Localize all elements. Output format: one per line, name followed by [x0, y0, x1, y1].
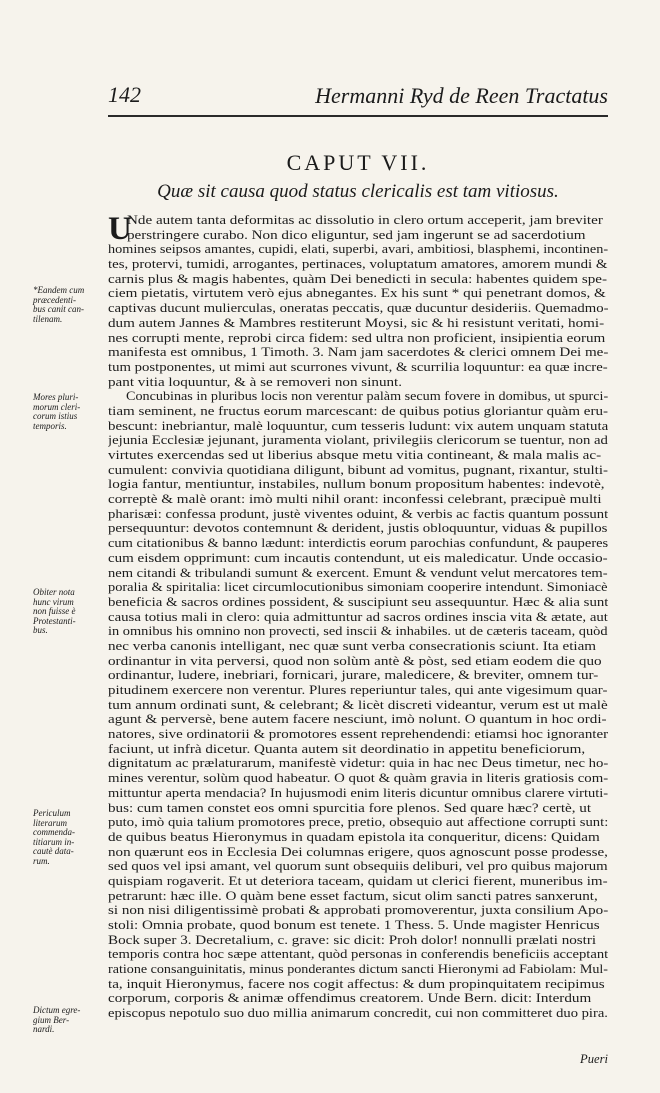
text-line-content: carnis plus & magis habentes, quàm Dei benedicti in secula: habentes quidem spe-: [108, 271, 607, 286]
text-line: [108, 903, 608, 918]
text-line: [108, 756, 608, 771]
text-line: [108, 683, 608, 698]
side-note-line: corum istius: [33, 411, 78, 421]
text-line: [108, 801, 608, 816]
text-line-content: ciem pietatis, virtutem verò ejus abnegantes. Ex his sunt * qui penetrant domos, &: [108, 286, 606, 301]
text-line: [108, 668, 608, 683]
text-line: [108, 933, 608, 948]
text-line-content: si non nisi diligentissimè probati & approbati promoverentur, juxta consilium Apo-: [108, 903, 608, 918]
text-line-content: correptè & malè orant: imò multi nihil orant: inconfessi celebrant, præcipuè multi: [108, 492, 602, 507]
text-line-content: quispiam rogaverit. Et ut deteriora taceam, quidam ut clerici fierent, muneribus im-: [108, 873, 608, 888]
side-note-eandem: [33, 286, 101, 324]
text-line-content: temporis contra hoc sæpe attentant, quòd personas in conferendis beneficiis acceptant: [108, 947, 608, 962]
text-line: [108, 477, 608, 492]
text-line-content: Bock super 3. Decretalium, c. grave: sic dicit: Proh dolor! nonnulli prælati nostri: [108, 932, 597, 947]
side-note-line: morum cleri-: [33, 401, 81, 412]
text-line-content: corporum, corporis & animæ offendimus creatorem. Unde Bern. dicit: Interdum: [108, 991, 592, 1006]
side-note-line: tilenam.: [33, 313, 63, 324]
text-line-content: ta, inquit Hieronymus, facere nos cogit affectus: & dum propinquitatem recipimus: [108, 976, 605, 991]
text-line-content: natores, sive ordinatorii & promotores essent reprehendendi: etiamsi hoc ignoranter: [108, 727, 608, 742]
text-line-content: tum annum ordinati sunt, & celebrant; & licèt discreti videantur, verum est ut malè: [108, 697, 608, 712]
side-note-line: *Eandem cum: [33, 285, 85, 295]
text-line-content: pant vitia loquuntur, & à se removeri non sinunt.: [108, 374, 403, 389]
drop-initial: U: [108, 211, 132, 247]
chapter-title: CAPUT VII.: [286, 150, 430, 175]
text-line: [108, 389, 608, 404]
text-line: [108, 786, 608, 801]
text-line-content: virtutes exercendas sed ut liberius absque metu vitia contineant, & mala malis ac-: [108, 448, 602, 462]
side-note-obiter: [33, 588, 101, 636]
text-line: [108, 845, 608, 860]
side-note-dictum: [33, 1006, 101, 1035]
text-line: [108, 580, 608, 595]
text-line-content: in omnibus his omnino non proveсti, sed inscii & inhabiles. ut de cæteris taceam, quòd: [108, 624, 608, 639]
side-note-line: commenda-: [33, 827, 75, 837]
side-note-line: præcedenti-: [33, 294, 76, 305]
page-header: [108, 82, 608, 116]
text-line: [108, 566, 608, 581]
text-line: [108, 595, 608, 610]
text-line: [108, 213, 608, 228]
page-number: 142: [108, 82, 141, 107]
text-line: [108, 962, 608, 977]
side-note-line: bus canit can-: [33, 304, 84, 314]
text-line: [108, 639, 608, 654]
side-note-line: Mores pluri-: [33, 392, 79, 402]
text-line-content: nem citandi & tribulandi sumunt & exercent. Emunt & vendunt velut mercatores tem-: [108, 565, 608, 580]
text-line: [108, 375, 608, 390]
side-note-line: cautè data-: [33, 846, 74, 856]
text-line: [108, 742, 608, 757]
text-line: [108, 536, 608, 551]
text-line: [108, 360, 608, 375]
text-line-content: dum autem Jannes & Mambres restiterunt Moysi, sic & hi resistunt veritati, homi-: [108, 315, 605, 330]
text-line-content: non quærunt eos in Ecclesia Dei columnas erigere, quos agnoscunt posse prodesse,: [108, 844, 608, 859]
text-line: [108, 345, 608, 360]
text-line: [108, 404, 608, 419]
text-line: [108, 977, 608, 992]
text-line: [108, 624, 608, 639]
text-line-content: puto, imò quia talium promotores prece, pretio, obsequio aut affectione corrupti sunt:: [108, 815, 608, 830]
side-note-line: gium Ber-: [33, 1014, 70, 1025]
text-line-content: persequuntur: devotos contemnunt & derident, justis obloquuntur, viduas & pupillos: [108, 521, 608, 536]
text-line: [108, 771, 608, 786]
text-line-content: sed quos vel ipsi amant, vel quorum sunt obsequiis deliburi, vel pro quibus majorum: [108, 859, 608, 874]
text-line: [108, 257, 608, 272]
text-line: [108, 874, 608, 889]
text-line-content: perstringere curabo. Non dico eliguntur, sed jam ingerunt se ad sacerdotium: [127, 227, 586, 242]
text-line: [108, 492, 608, 507]
text-line-content: bescunt: inebriantur, malè loquuntur, cum tesseris ludunt: vix autem unquam statuta: [108, 418, 608, 433]
text-line-content: mittuntur aperta mendacia? In hujusmodi enim literis dicuntur omnibus clarere virtuti-: [108, 785, 608, 800]
side-note-line: bus.: [33, 625, 48, 635]
side-note-periculum: [33, 809, 101, 866]
text-line-content: agunt & perversè, bene autem facere nesciunt, imò nolunt. O quantum in hoc ordi-: [108, 712, 607, 727]
text-line: [108, 316, 608, 331]
text-line-content: causa totius mali in clero: quia admittuntur ad sacros ordines inscia vita & ætate, aut: [108, 609, 608, 624]
side-note-mores: [33, 393, 101, 431]
text-line-content: tum postponentes, ut mimi aut scurrones vivunt, & scurrilia loquuntur: ea quæ incre-: [108, 359, 608, 374]
text-line: [108, 1006, 608, 1021]
text-line-content: mines verentur, solùm quod habeatur. O quot & quàm gravia in literis gratiosis com-: [108, 771, 608, 786]
body-text: [108, 213, 608, 1021]
text-line-content: Concubinas in pluribus locis non verentur palàm secum fovere in domibus, ut spurci-: [126, 389, 608, 404]
text-line-content: manifesta est omnibus, 1 Timoth. 3. Nam jam sacerdotes & clerici omnem Dei me-: [108, 345, 608, 360]
text-line: [108, 654, 608, 669]
text-line: [108, 918, 608, 933]
text-line: [108, 991, 608, 1006]
text-line-content: Nde autem tanta deformitas ac dissolutio in clero ortum acceperit, jam breviter: [127, 213, 603, 227]
text-line: [108, 698, 608, 713]
text-line: [108, 947, 608, 962]
text-line-content: faciunt, ut infrà dicetur. Quanta autem sit deordinatio in appetitu beneficiorum,: [108, 741, 586, 756]
text-line-content: episcopus nepotulo suo duo millia animarum concredit, cui non committeret duo pira.: [108, 1006, 608, 1021]
side-note-line: titiarum in-: [33, 836, 75, 847]
text-line-content: beneficia & sacros ordines possident, & suscipiunt seu assequuntur. Hæc & alia sunt: [108, 594, 608, 609]
catchword: Pueri: [580, 1052, 608, 1066]
text-line-content: pharisæi: confessa produnt, justè viventes oduint, & verbis ac factis quantum possunt: [108, 506, 608, 521]
side-note-line: temporis.: [33, 420, 67, 431]
text-line-content: nes corrupti mente, reprobi circa fidem: sed ultra non proficient, insipientia eorum: [108, 330, 606, 345]
text-line-content: pitudinem exercere non verentur. Plures reperiuntur tales, qui ante vigesimum quar-: [108, 683, 608, 697]
text-line-content: de quibus beatus Hieronymus in quadam epistola ita conqueritur, dicens: Quidam: [108, 829, 600, 844]
text-line-content: ordinantur in vita perversi, quod non solùm antè & pòst, sed etiam eodem die quo: [108, 653, 602, 668]
text-line: [108, 463, 608, 478]
text-line: [108, 228, 608, 243]
text-line: [108, 507, 608, 522]
side-note-line: non fuisse è: [33, 606, 76, 616]
text-line-content: poralia & spiritalia: licet circumlocutionibus simoniam cooperire intendunt. Simoniacè: [108, 580, 608, 595]
side-note-line: nardi.: [33, 1024, 55, 1034]
text-line: [108, 272, 608, 287]
text-line-content: logia fantur, mentiuntur, instabiles, nullum bonum propositum habentes: indevotè,: [108, 477, 605, 492]
text-line-content: stoli: Omnia probate, quod bonum est tenete. 1 Thess. 5. Unde magister Henricus: [108, 918, 600, 932]
text-line: [108, 727, 608, 742]
text-line: [108, 889, 608, 904]
side-note-line: Obiter nota: [33, 587, 75, 597]
side-note-line: Periculum: [33, 808, 71, 818]
side-note-line: Protestanti-: [33, 615, 76, 626]
text-line: [108, 448, 608, 463]
text-line-content: nec verba canonis intelligant, nec quæ sunt verba consecrationis sciunt. Ita etiam: [108, 638, 597, 653]
text-line: [108, 610, 608, 625]
text-line: [108, 859, 608, 874]
text-line-content: bus: cum tamen constet eos omni spurcitia fore plenos. Sed quare hæc? certè, ut: [108, 800, 592, 815]
text-line-content: ratione consanguinitatis, minus ponderantes dictum sancti Hieronymi ad Fabiolam: Mul-: [108, 962, 608, 977]
text-line-content: petrarunt: hæc ille. O quàm bene esset factum, sicut olim sancti patres sanxerunt,: [108, 888, 598, 903]
text-line: [108, 551, 608, 566]
text-line: [108, 301, 608, 316]
side-note-line: hunc virum: [33, 596, 74, 607]
text-line-content: cum eisdem opprimunt: cum incautis contendunt, ut eis maledicatur. Unde occasio-: [108, 550, 608, 565]
text-line-content: cum citationibus & banno lædunt: interdictis eorum parochias confundunt, & pauperes: [108, 536, 608, 551]
text-line-content: ordinantur, ludere, inebriari, fornicari, jurare, maledicere, & breviter, omnem tur-: [108, 668, 599, 683]
text-line: [108, 830, 608, 845]
text-line: [108, 712, 608, 727]
text-line-content: captivas ducunt mulierculas, oneratas peccatis, quæ ducuntur desideriis. Quemadmo-: [108, 301, 608, 316]
running-title: Hermanni Ryd de Reen Tractatus: [315, 83, 608, 108]
chapter-subtitle: Quæ sit causa quod status clericalis est tam vitiosus.: [157, 181, 559, 202]
text-line: [108, 286, 608, 301]
text-line-content: cumulent: convivia quotidiana diligunt, bibunt ad vomitus, pugnant, rixantur, stulti-: [108, 462, 608, 477]
header-rule: [108, 115, 608, 117]
text-line: [108, 331, 608, 346]
side-note-line: literarum: [33, 817, 68, 828]
text-line-content: tes, protervi, tumidi, arrogantes, pertinaces, voluptatum amatores, amorem mundi &: [108, 257, 608, 272]
side-note-line: rum.: [33, 855, 50, 866]
text-line-content: homines seipsos amantes, cupidi, elati, superbi, avari, ambitiosi, blasphemi, incontinen-: [108, 242, 608, 257]
text-line: [108, 521, 608, 536]
text-line: [108, 242, 608, 257]
side-note-line: Dictum egre-: [33, 1005, 81, 1015]
text-line-content: dignitatum ac prælaturarum, manifestè videtur: quia in hac nec Deus timetur, nec ho-: [108, 756, 608, 771]
text-line-content: tiam seminent, ne fructus eorum marcescant: de quibus potius gloriantur quàm eru-: [108, 403, 608, 418]
text-line: [108, 815, 608, 830]
text-line: [108, 419, 608, 434]
text-line-content: jejunia Ecclesiæ jejunant, juramenta violant, privilegiis clericorum se tuentur, non ad: [108, 433, 608, 448]
text-line: [108, 433, 608, 448]
